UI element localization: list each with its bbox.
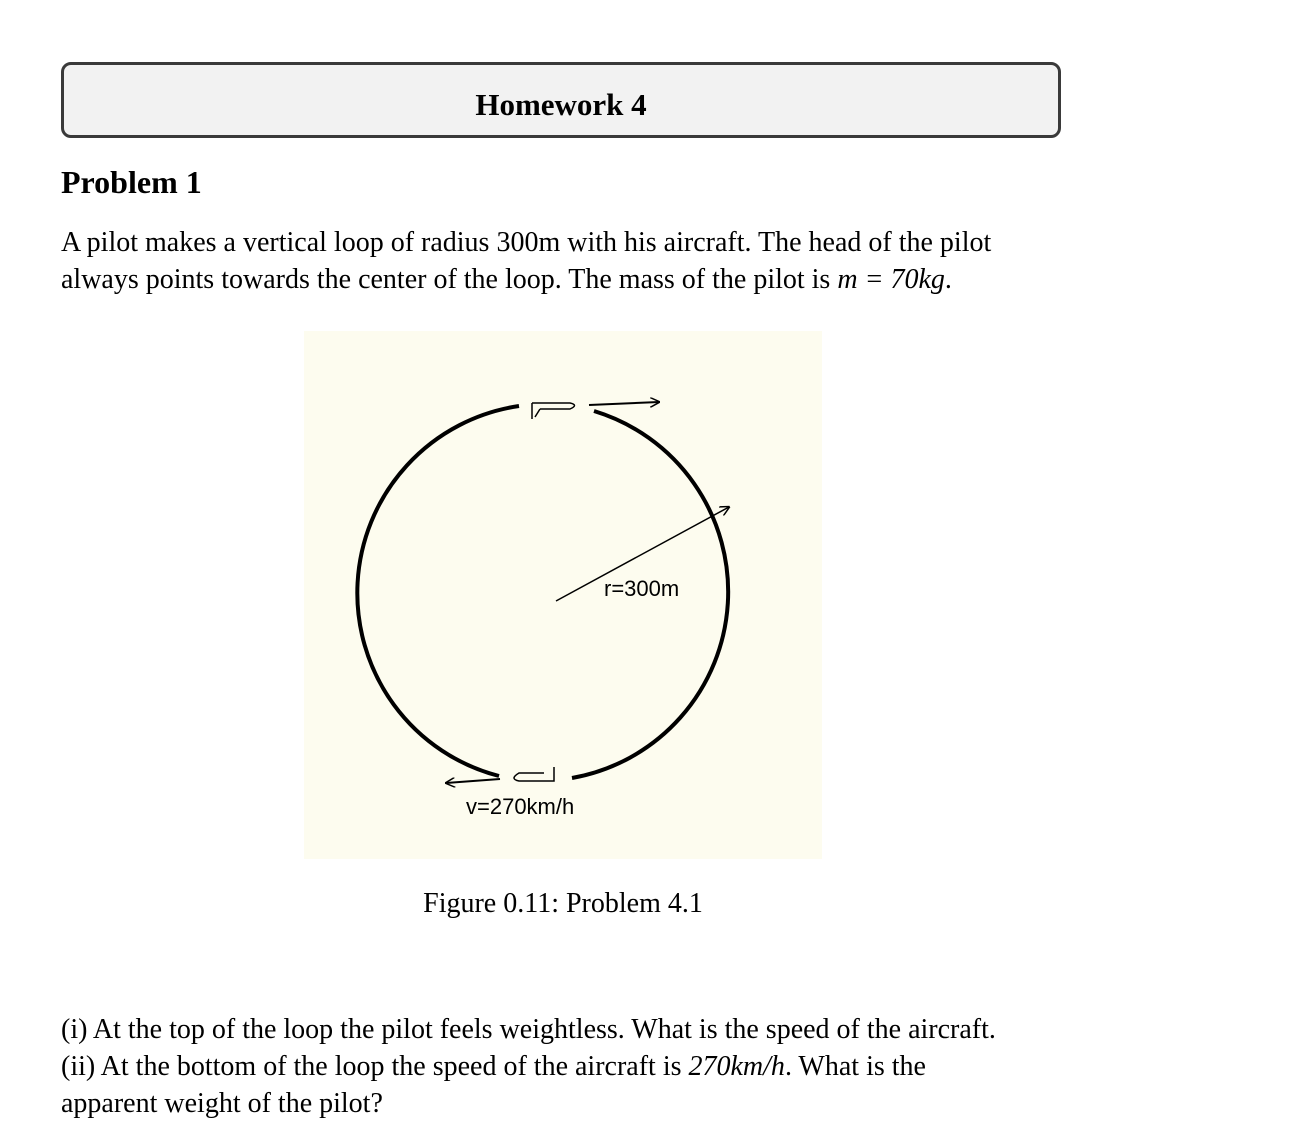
top-velocity-arrow — [589, 402, 659, 405]
questions — [61, 1011, 1121, 1122]
loop-arc-left — [357, 406, 519, 776]
statement-line-1: A pilot makes a vertical loop of radius 300m with his aircraft. The head of the pilot — [61, 227, 992, 258]
problem-statement — [61, 224, 1101, 298]
bottom-velocity-arrow — [446, 779, 500, 783]
title-box — [61, 62, 1061, 138]
loop-diagram — [304, 331, 822, 859]
question-1: (i) At the top of the loop the pilot feels weightless. What is the speed of the aircraft. — [61, 1014, 996, 1045]
mass-expression: m = 70kg — [837, 264, 945, 295]
page-title: Homework 4 — [475, 87, 647, 122]
velocity-label: v=270km/h — [466, 794, 575, 819]
statement-line-2-end: . — [944, 264, 952, 295]
question-2-text: (ii) At the bottom of the loop the speed of the aircraft is — [61, 1051, 689, 1082]
question-2-end: . What is the — [784, 1051, 926, 1082]
aircraft-top-icon — [532, 403, 575, 419]
statement-line-2-text: always points towards the center of the loop. The mass of the pilot is — [61, 264, 838, 295]
speed-expression: 270km/h — [688, 1051, 785, 1082]
aircraft-bottom-icon — [514, 767, 554, 781]
radius-label: r=300m — [604, 576, 680, 601]
question-2-line-2: apparent weight of the pilot? — [61, 1088, 383, 1119]
statement-line-2 — [61, 261, 1101, 298]
question-2 — [61, 1048, 1121, 1085]
figure-caption: Figure 0.11: Problem 4.1 — [423, 888, 703, 919]
loop-figure — [304, 331, 822, 859]
problem-heading: Problem 1 — [61, 164, 202, 200]
